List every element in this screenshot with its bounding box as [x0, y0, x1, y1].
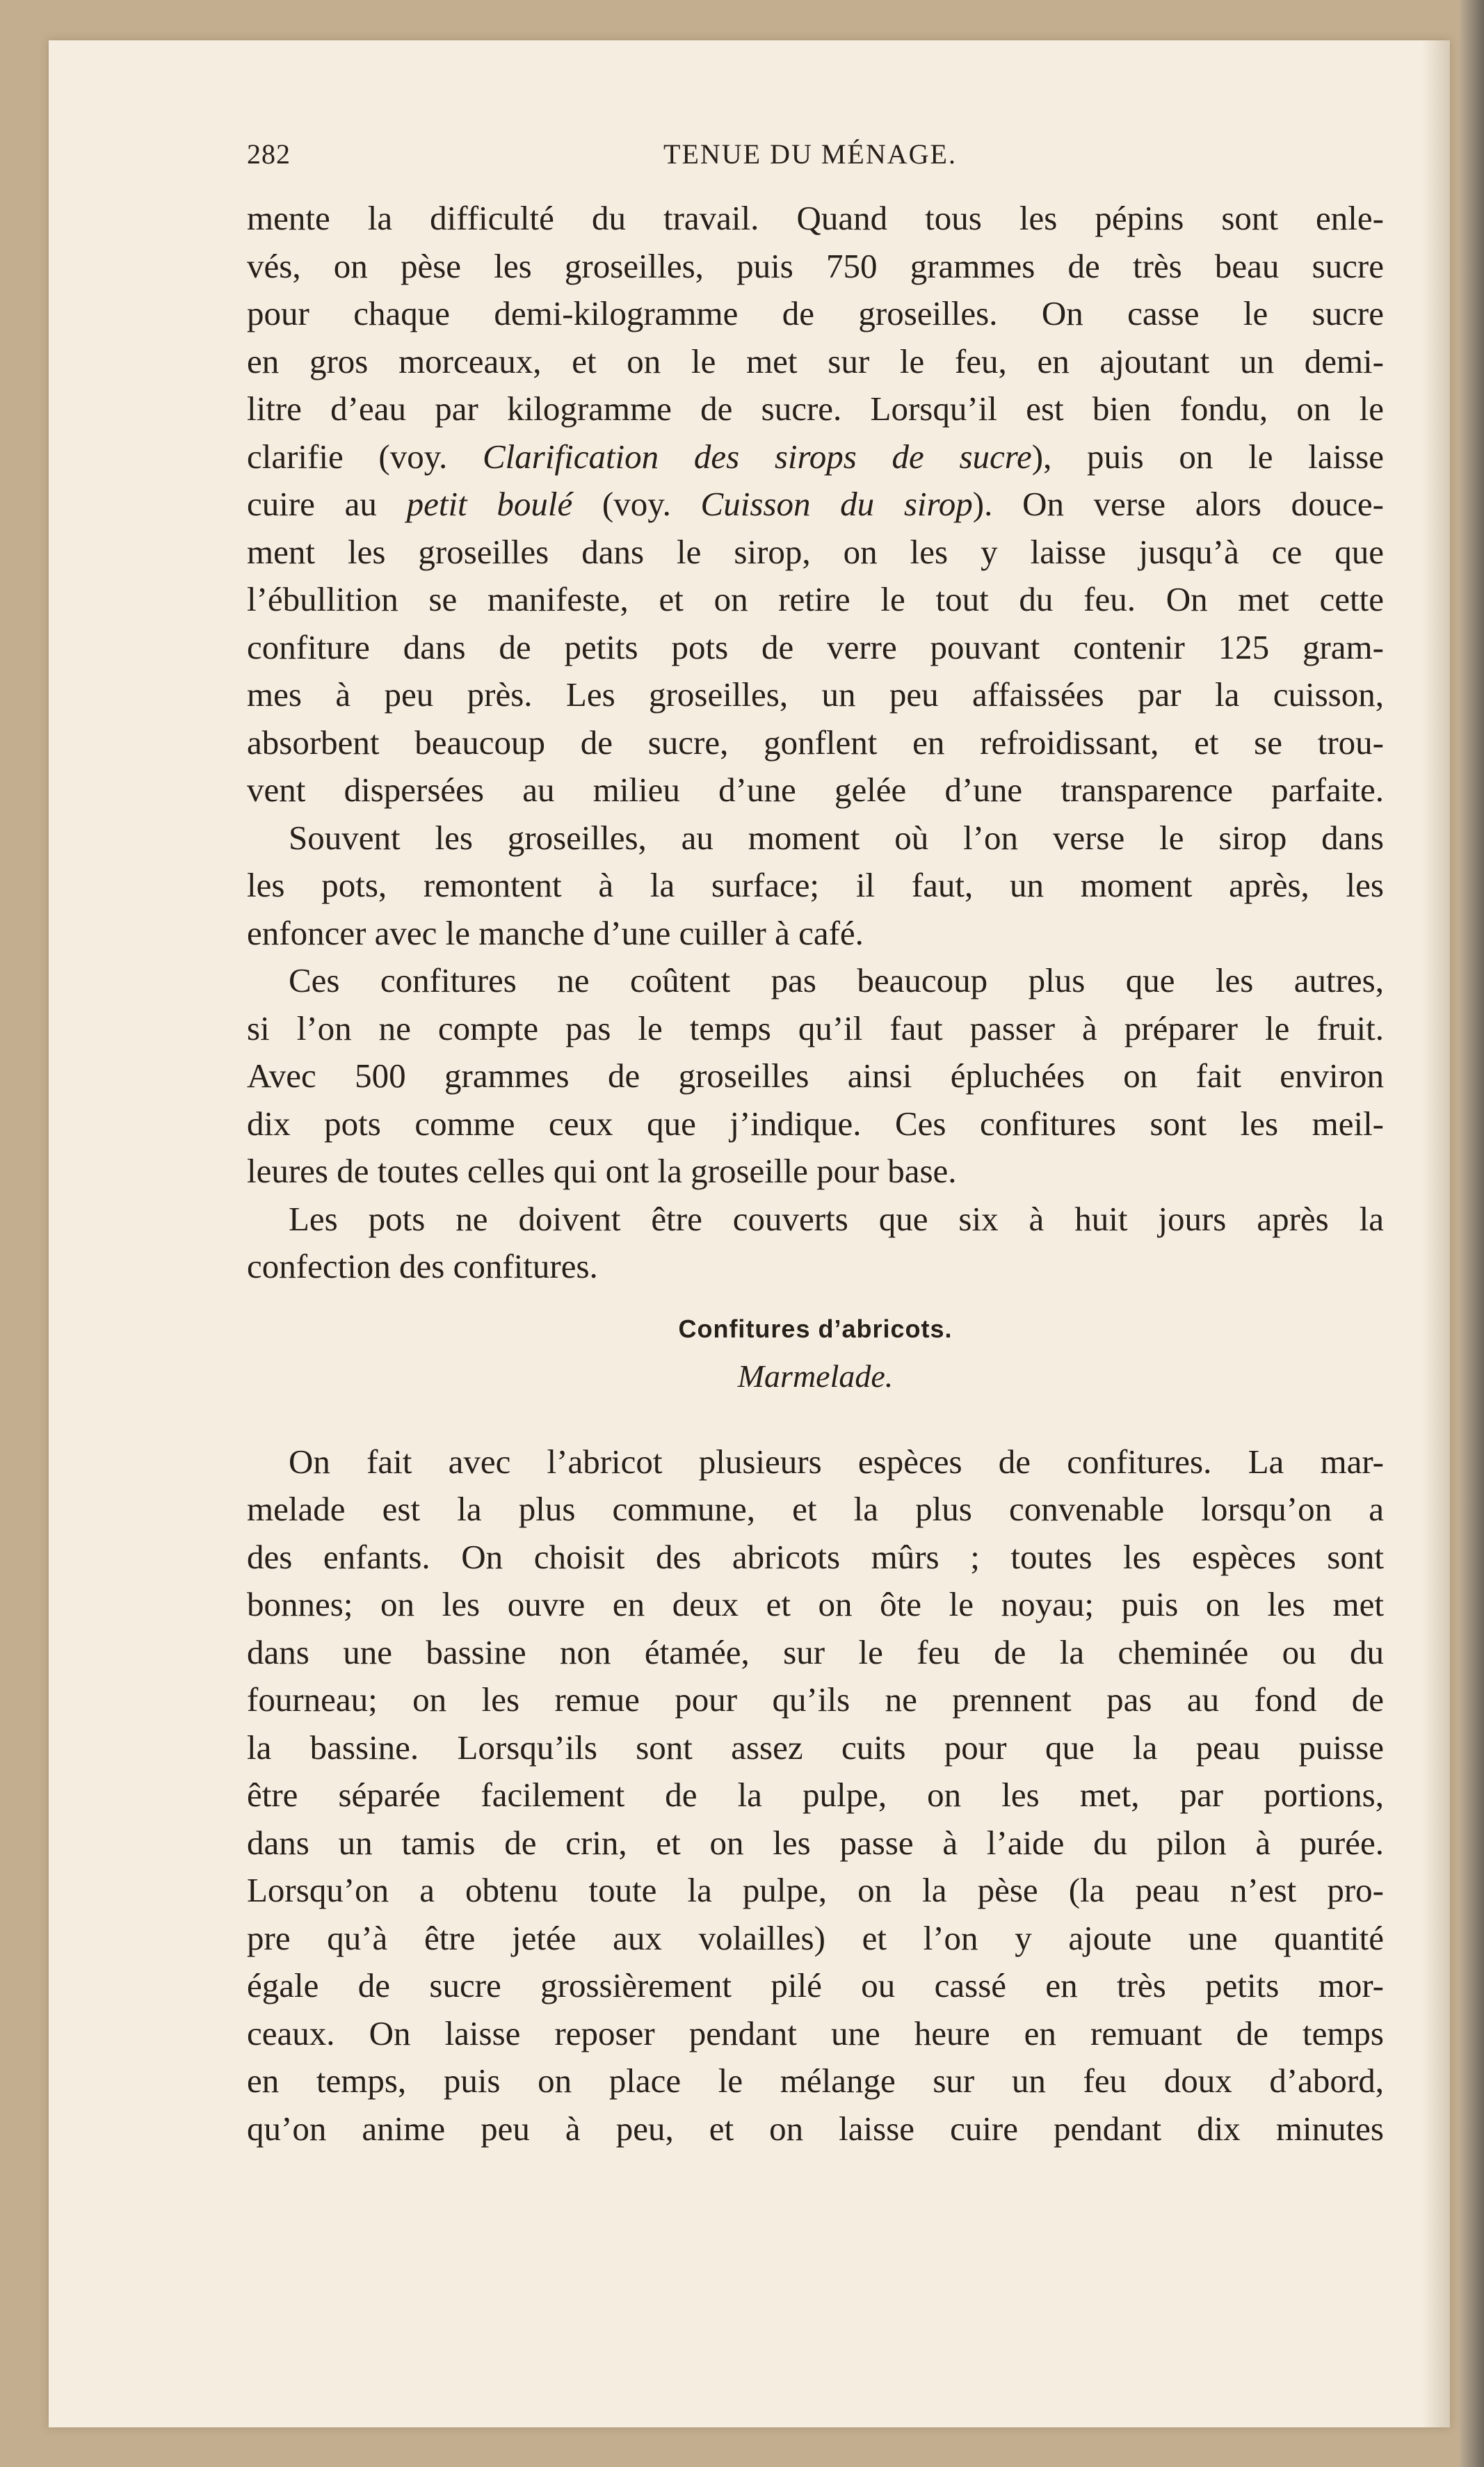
text-line: dans une bassine non étamée, sur le feu de la cheminée ou du — [247, 1632, 1384, 1671]
text-line: litre d’eau par kilogramme de sucre. Lorsqu’il est bien fondu, on le — [247, 389, 1384, 428]
text-line: Souvent les groseilles, au moment où l’on verse le sirop dans — [289, 818, 1384, 857]
sub-heading: Marmelade. — [737, 1358, 894, 1394]
italic-term: petit boulé — [406, 485, 573, 523]
text-line: melade est la plus commune, et la plus convenable lorsqu’on a — [247, 1490, 1384, 1528]
text-line: ment les groseilles dans le sirop, on les y laisse jusqu’à ce que — [247, 532, 1384, 571]
paragraph-2 — [247, 814, 1384, 958]
text-line: mes à peu près. Les groseilles, un peu affaissées par la cuisson, — [247, 675, 1384, 714]
text-line: égale de sucre grossièrement pilé ou cassé en très petits mor- — [247, 1966, 1384, 2004]
text-line: On fait avec l’abricot plusieurs espèces de confitures. La mar- — [289, 1442, 1384, 1481]
text-line — [247, 433, 1384, 481]
text-line: Ces confitures ne coûtent pas beaucoup plus que les autres, — [289, 961, 1384, 999]
text-line — [247, 481, 1384, 529]
text-line: être séparée facilement de la pulpe, on les met, par portions, — [247, 1776, 1384, 1814]
text-line: vent dispersées au milieu d’une gelée d’une transparence parfaite. — [247, 771, 1384, 809]
text-line: ceaux. On laisse reposer pendant une heure en remuant de temps — [247, 2014, 1384, 2052]
text-line: les pots, remontent à la surface; il faut, un moment après, les — [247, 866, 1384, 904]
italic-reference: Clarification des sirops de sucre — [482, 437, 1032, 476]
running-title: TENUE DU MÉNAGE. — [663, 138, 957, 170]
paragraph-3 — [247, 957, 1384, 1196]
text-line: enfoncer avec le manche d’une cuiller à café. — [247, 913, 864, 952]
text-run: (voy. — [572, 485, 701, 523]
text-run: ), puis on le laisse — [1031, 437, 1385, 476]
italic-reference: Cuisson du sirop — [700, 485, 973, 523]
text-line: dans un tamis de crin, et on les passe à l’aide du pilon à purée. — [247, 1823, 1384, 1862]
text-line: l’ébullition se manifeste, et on retire le tout du feu. On met cette — [247, 580, 1384, 618]
text-line: en gros morceaux, et on le met sur le feu, en ajoutant un demi- — [247, 341, 1384, 380]
text-line: vés, on pèse les groseilles, puis 750 grammes de très beau sucre — [247, 246, 1384, 285]
text-line: mente la difficulté du travail. Quand tous les pépins sont enle- — [247, 199, 1384, 237]
text-line: pre qu’à être jetée aux volailles) et l’on y ajoute une quantité — [247, 1918, 1384, 1957]
book-spine-edge — [1459, 0, 1484, 2467]
text-line: la bassine. Lorsqu’ils sont assez cuits pour que la peau puisse — [247, 1728, 1384, 1767]
text-line: absorbent beaucoup de sucre, gonflent en refroidissant, et se trou- — [247, 723, 1384, 762]
text-line: Lorsqu’on a obtenu toute la pulpe, on la pèse (la peau n’est pro- — [247, 1871, 1384, 1909]
text-line: si l’on ne compte pas le temps qu’il faut passer à préparer le fruit. — [247, 1009, 1384, 1047]
text-line: Avec 500 grammes de groseilles ainsi épluchées on fait environ — [247, 1056, 1384, 1095]
paragraph-4 — [247, 1196, 1384, 1291]
text-run: ). On verse alors douce- — [972, 485, 1384, 523]
text-run: clarifie (voy. — [247, 437, 483, 476]
text-line: des enfants. On choisit des abricots mûrs ; toutes les espèces sont — [247, 1537, 1384, 1576]
text-line: en temps, puis on place le mélange sur un feu doux d’abord, — [247, 2062, 1384, 2100]
text-line: fourneau; on les remue pour qu’ils ne prennent pas au fond de — [247, 1680, 1384, 1719]
paragraph-1 — [247, 195, 1384, 814]
section-heading: Confitures d’abricots. — [678, 1314, 953, 1343]
text-run: cuire au — [247, 485, 407, 523]
text-line: confection des confitures. — [247, 1247, 598, 1285]
text-line: bonnes; on les ouvre en deux et on ôte le noyau; puis on les met — [247, 1585, 1384, 1623]
text-line: qu’on anime peu à peu, et on laisse cuire pendant dix minutes — [247, 2109, 1384, 2148]
running-head — [247, 138, 1373, 179]
page-number: 282 — [247, 138, 291, 170]
text-line: dix pots comme ceux que j’indique. Ces confitures sont les meil- — [247, 1104, 1384, 1143]
text-line: confiture dans de petits pots de verre pouvant contenir 125 gram- — [247, 627, 1384, 666]
text-line: pour chaque demi-kilogramme de groseilles. On casse le sucre — [247, 294, 1384, 332]
paragraph-5 — [247, 1438, 1384, 2153]
text-line: leures de toutes celles qui ont la groseille pour base. — [247, 1152, 957, 1190]
body-text — [247, 195, 1384, 2153]
text-line: Les pots ne doivent être couverts que six à huit jours après la — [289, 1199, 1384, 1238]
